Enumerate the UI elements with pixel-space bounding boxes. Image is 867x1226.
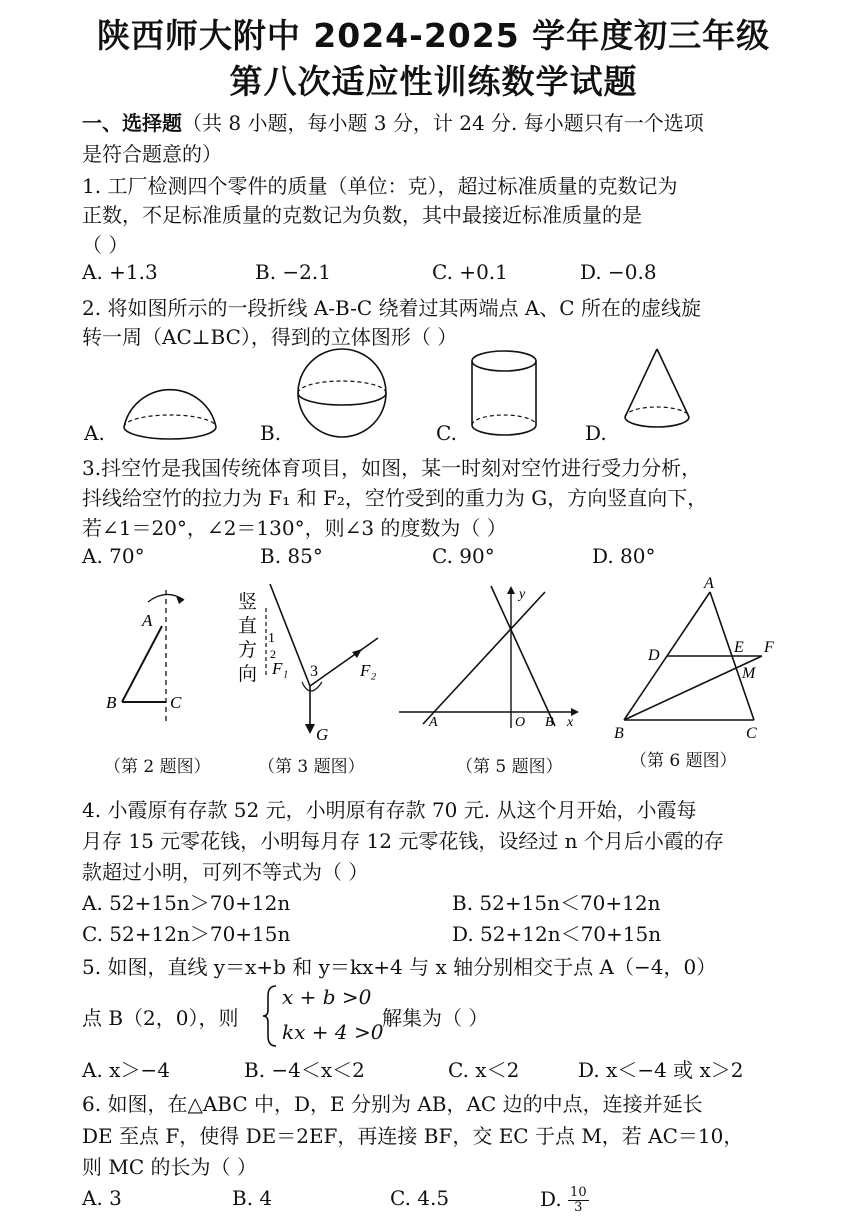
section-heading <box>82 107 704 136</box>
q1-option-a: A. +1.3 <box>82 260 158 284</box>
q6-line3: 则 MC 的长为（ ） <box>82 1155 257 1179</box>
q2-line1: 2. 将如图所示的一段折线 A-B-C 绕着过其两端点 A、C 所在的虚线旋 <box>82 296 701 320</box>
fig5-caption: （第 5 题图） <box>456 757 563 777</box>
q5-option-c: C. x＜2 <box>448 1058 520 1082</box>
q1-option-d: D. −0.8 <box>580 260 657 284</box>
q6-line1: 6. 如图，在△ABC 中，D，E 分别为 AB，AC 边的中点，连接并延长 <box>82 1092 703 1116</box>
q5-option-a: A. x＞−4 <box>82 1058 170 1082</box>
q6-option-b: B. 4 <box>232 1186 273 1210</box>
fig5-label-b: B <box>545 715 554 730</box>
q1-option-c: C. +0.1 <box>432 260 508 284</box>
q6-fraction-denominator: 3 <box>574 1200 583 1215</box>
q6-option-a: A. 3 <box>82 1186 122 1210</box>
fig5-label-a: A <box>429 715 438 730</box>
q4-option-d: D. 52+12n＜70+15n <box>452 922 662 946</box>
fig6-label-c: C <box>746 725 757 742</box>
fig3-label-f2: F₂ <box>360 661 377 680</box>
fig3-vertical-3: 方 <box>238 640 258 661</box>
q2-option-d: D. <box>585 421 607 445</box>
fig6-label-f: F <box>764 639 774 656</box>
q3-line2: 抖线给空竹的拉力为 F₁ 和 F₂，空竹受到的重力为 G，方向竖直向下， <box>82 486 708 510</box>
section-heading-label: 一、选择题 <box>82 111 182 135</box>
q5-system-eq2: kx + 4 >0 <box>282 1020 384 1044</box>
fig3-vertical-1: 竖 <box>238 592 258 613</box>
q3-line1: 3.抖空竹是我国传统体育项目，如图，某一时刻对空竹进行受力分析， <box>82 456 702 480</box>
figure-2 <box>100 580 210 730</box>
fig2-caption: （第 2 题图） <box>104 757 211 777</box>
q1-option-b: B. −2.1 <box>255 260 331 284</box>
q6-option-d <box>540 1186 589 1215</box>
fig3-angle-1: 1 <box>268 631 275 646</box>
q6-line2: DE 至点 F，使得 DE＝2EF，再连接 BF，交 EC 于点 M，若 AC＝10， <box>82 1124 744 1148</box>
exam-title-line2: 第八次适应性训练数学试题 <box>229 62 638 101</box>
q6-option-c: C. 4.5 <box>390 1186 450 1210</box>
q1-line3: （ ） <box>82 233 129 257</box>
q5-line1: 5. 如图，直线 y＝x+b 和 y＝kx+4 与 x 轴分别相交于点 A（−4，0） <box>82 955 717 979</box>
q6-option-d-fraction <box>568 1186 589 1215</box>
fig6-label-b: B <box>614 725 624 742</box>
fig6-label-a: A <box>704 575 714 592</box>
section-heading-desc: （共 8 小题，每小题 3 分，计 24 分. 每小题只有一个选项 <box>182 111 704 135</box>
fig3-angle-2: 2 <box>270 647 276 661</box>
q4-line1: 4. 小霞原有存款 52 元，小明原有存款 70 元. 从这个月开始，小霞每 <box>82 798 697 822</box>
q3-option-b: B. 85° <box>260 544 323 568</box>
fig3-angle-3: 3 <box>310 663 318 680</box>
q2-option-a: A. <box>84 421 105 445</box>
fig6-caption: （第 6 题图） <box>630 751 737 771</box>
q4-line2: 月存 15 元零花钱，小明每月存 12 元零花钱，设经过 n 个月后小霞的存 <box>82 829 724 853</box>
q5-option-d: D. x＜−4 或 x＞2 <box>578 1058 744 1082</box>
figure-5 <box>395 580 585 730</box>
figure-6 <box>606 572 786 742</box>
fig3-vertical-2: 直 <box>238 616 258 637</box>
q6-option-d-label: D. <box>540 1187 562 1211</box>
q4-option-c: C. 52+12n＞70+15n <box>82 922 291 946</box>
q2-option-c: C. <box>436 421 457 445</box>
q3-option-a: A. 70° <box>82 544 145 568</box>
hemisphere-figure <box>124 390 216 439</box>
q5-line2-prefix: 点 B（2，0），则 <box>82 1006 239 1030</box>
q5-option-b: B. −4＜x＜2 <box>244 1058 365 1082</box>
q3-line3: 若∠1＝20°，∠2＝130°，则∠3 的度数为（ ） <box>82 516 507 540</box>
q2-solids <box>80 345 720 445</box>
fig5-label-y: y <box>519 587 526 602</box>
fig3-label-g: G <box>316 725 329 744</box>
q4-option-a: A. 52+15n＞70+12n <box>82 891 291 915</box>
fig2-label-a: A <box>142 611 153 630</box>
q1-line2: 正数，不足标准质量的克数记为负数，其中最接近标准质量的是 <box>82 203 642 227</box>
fig6-label-e: E <box>734 639 744 656</box>
q5-system-brace <box>262 984 278 1048</box>
cylinder-figure <box>472 351 536 435</box>
q3-option-c: C. 90° <box>432 544 495 568</box>
figure-3 <box>230 578 390 748</box>
fig6-label-d: D <box>648 647 660 664</box>
q1-line1: 1. 工厂检测四个零件的质量（单位：克），超过标准质量的克数记为 <box>82 174 678 198</box>
cone-figure <box>625 349 689 427</box>
q5-system-eq1: x + b >0 <box>282 985 372 1009</box>
q6-fraction-numerator: 10 <box>570 1185 587 1200</box>
q2-line2: 转一周（AC⊥BC），得到的立体图形（ ） <box>82 325 458 349</box>
fig5-label-o: O <box>515 715 526 730</box>
fig2-label-c: C <box>170 693 182 712</box>
q5-line2-suffix: 解集为（ ） <box>382 1006 489 1030</box>
fig3-caption: （第 3 题图） <box>258 757 365 777</box>
fig5-label-x: x <box>567 715 574 730</box>
q2-option-b: B. <box>260 421 282 445</box>
exam-title-line1: 陕西师大附中 2024-2025 学年度初三年级 <box>96 16 771 55</box>
q3-option-d: D. 80° <box>592 544 656 568</box>
fig3-label-f1: F₁ <box>272 659 289 678</box>
fig2-label-b: B <box>106 693 117 712</box>
q4-line3: 款超过小明，可列不等式为（ ） <box>82 860 369 884</box>
q4-option-b: B. 52+15n＜70+12n <box>452 891 661 915</box>
section-desc-line2: 是符合题意的） <box>82 142 222 166</box>
fig3-vertical-4: 向 <box>238 664 258 685</box>
sphere-figure <box>298 349 386 437</box>
fig6-label-m: M <box>742 665 756 682</box>
